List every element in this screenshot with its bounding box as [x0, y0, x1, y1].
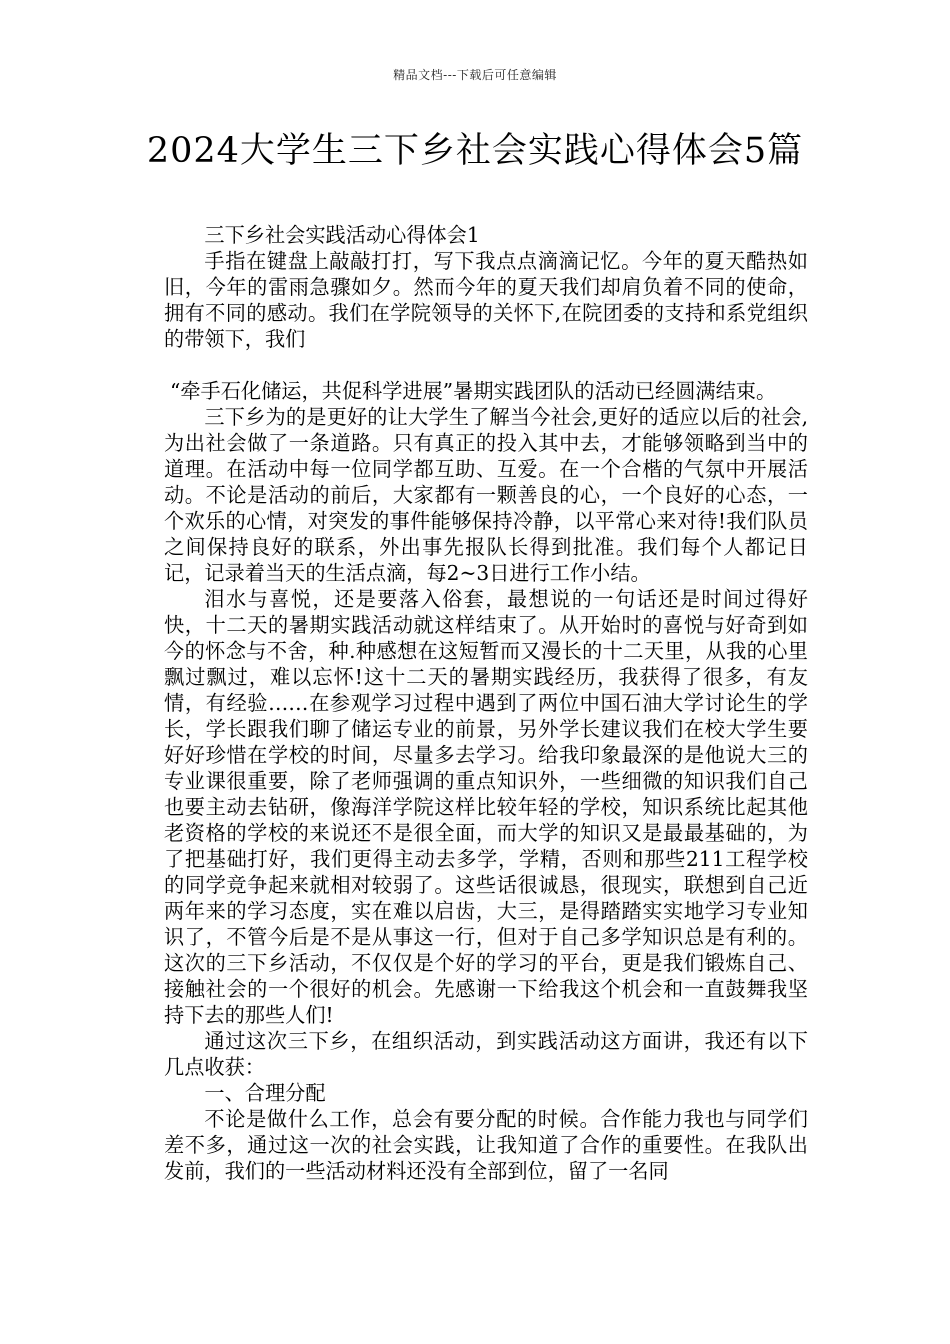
paragraph: 泪水与喜悦，还是要落入俗套，最想说的一句话还是时间过得好快，十二天的暑期实践活动就这样结束了。从开始时的喜悦与好奇到如今的怀念与不舍，种.种感想在这短暂而又漫长的十二天里，从我的心里飘过飘过，难以忘怀!这十二天的暑期实践经历，我获得了很多，有友情，有经验……在参观学习过程中遇到了两位中国石油大学讨论生的学长，学长跟我们聊了储运专业的前景，另外学长建议我们在校大学生要好好珍惜在学校的时间，尽量多去学习。给我印象最深的是他说大三的专业课很重要，除了老师强调的重点知识外，一些细微的知识我们自己也要主动去钻研，像海洋学院这样比较年轻的学校，知识系统比起其他老资格的学校的来说还不是很全面，而大学的知识又是最最基础的，为了把基础打好，我们更得主动去多学，学精，否则和那些211工程学校的同学竞争起来就相对较弱了。这些话很诚恳，很现实，联想到自己近两年来的学习态度，实在难以启齿，大三，是得踏踏实实地学习专业知识了，不管今后是不是从事这一行，但对于自己多学知识总是有利的。这次的三下乡活动，不仅仅是个好的学习的平台，更是我们锻炼自己、接触社会的一个很好的机会。先感谢一下给我这个机会和一直鼓舞我坚持下去的那些人们!: [164, 587, 808, 1027]
section-heading: 三下乡社会实践活动心得体会1: [204, 223, 480, 247]
paragraph-quote: “牵手石化储运，共促科学进展”暑期实践团队的活动已经圆满结束。: [170, 379, 777, 403]
running-header: 精品文档---下载后可任意编辑: [393, 68, 557, 82]
document-body: [164, 222, 808, 1184]
paragraph: 三下乡为的是更好的让大学生了解当今社会,更好的适应以后的社会,为出社会做了一条道路。只有真正的投入其中去，才能够领略到当中的道理。在活动中每一位同学都互助、互爱。在一个合楷的气氛中开展活动。不论是活动的前后，大家都有一颗善良的心，一个良好的心态，一个欢乐的心情，对突发的事件能够保持冷静，以平常心来对待!我们队员之间保持良好的联系，外出事先报队长得到批准。我们每个人都记日记，记录着当天的生活点滴，每2~3日进行工作小结。: [164, 405, 808, 585]
paragraph: 手指在键盘上敲敲打打，写下我点点滴滴记忆。今年的夏天酷热如旧，今年的雷雨急骤如夕。然而今年的夏天我们却肩负着不同的使命，拥有不同的感动。我们在学院领导的关怀下,在院团委的支持和系党组织的带领下，我们: [164, 249, 808, 351]
paragraph: 不论是做什么工作，总会有要分配的时候。合作能力我也与同学们差不多，通过这一次的社会实践，让我知道了合作的重要性。在我队出发前，我们的一些活动材料还没有全部到位，留了一名同: [164, 1107, 808, 1183]
document-title: 2024大学生三下乡社会实践心得体会5篇: [146, 131, 804, 171]
subheading: 一、合理分配: [204, 1081, 326, 1105]
paragraph: 通过这次三下乡，在组织活动，到实践活动这方面讲，我还有以下几点收获：: [164, 1029, 808, 1079]
